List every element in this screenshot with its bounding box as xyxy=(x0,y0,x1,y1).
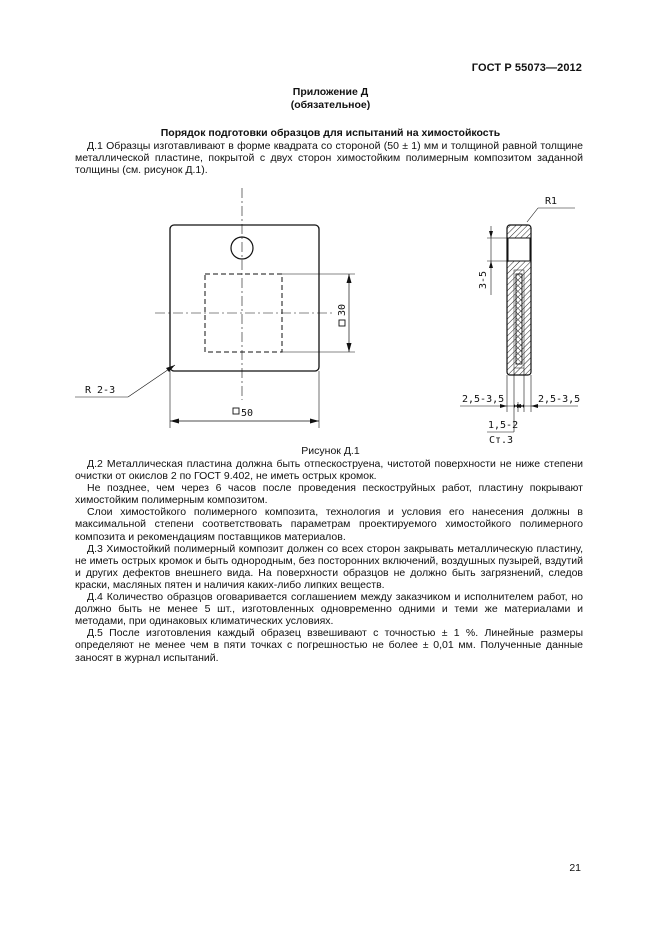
dim-label-50: 50 xyxy=(241,408,254,419)
coating-edge-label: 3-5 xyxy=(478,270,489,289)
figure-caption: Рисунок Д.1 xyxy=(301,445,360,457)
paragraph-d2: Д.2 Металлическая пластина должна быть отпескоструена, чистотой поверхности не ниже степени очистки от окислов 2 по ГОСТ 9.402, не иметь острых кромок. xyxy=(75,458,583,483)
corner-radius-label: R 2-3 xyxy=(85,385,116,396)
plate-thickness-label: 1,5-2 xyxy=(488,420,519,431)
outer-square xyxy=(170,225,319,371)
paragraph-d2-layers: Слои химостойкого полимерного композита, технология и условия его нанесения должны в максимальной степени соответствовать параметрам проектируемого химостойкого полимерного композита и рекомендациям поставщиков материалов. xyxy=(75,506,583,543)
standard-number: ГОСТ Р 55073—2012 xyxy=(471,62,582,74)
material-label: Ст.3 xyxy=(489,435,514,446)
paragraph-d3: Д.3 Химостойкий полимерный композит должен со всех сторон закрывать металлическую пластину, не иметь острых кромок и быть однородным, без посторонних включений, воздушных пузырей, вздутий и других дефектов внешнего вида. На поверхности образцов не должно быть загрязнений, следов краски, масляных пятен и наличия каких-либо липких веществ. xyxy=(75,542,583,591)
dim-label-30: 30 xyxy=(337,303,348,316)
paragraph-d1: Д.1 Образцы изготавливают в форме квадрата со стороной (50 ± 1) мм и толщиной равной толщине металлической пластине, покрытой с двух сторон химостойким полимерным композитом заданной толщины (см. рисунок Д.1). xyxy=(75,140,583,177)
page-number: 21 xyxy=(569,862,581,874)
paragraph-d4: Д.4 Количество образцов оговаривается соглашением между заказчиком и исполнителем работ, но должно быть не менее 5 шт., изготовленных одновременно одними и теми же материалами и методами, при одинаковых климатических условиях. xyxy=(75,591,583,628)
appendix-title: Приложение Д xyxy=(292,86,369,98)
section-title: Порядок подготовки образцов для испытаний на химостойкость xyxy=(160,127,501,139)
paragraph-d2-sandblast: Не позднее, чем через 6 часов после проведения пескоструйных работ, пластину покрывают химостойким полимерным композитом. xyxy=(75,482,583,507)
section-plate xyxy=(516,274,522,364)
appendix-subtitle: (обязательное) xyxy=(290,99,371,111)
paragraph-d5: Д.5 После изготовления каждый образец взвешивают с точностью ± 1 %. Линейные размеры определяют не менее чем в пяти точках с погрешностью не более ± 0,01 мм. Полученные данные заносят в журнал испытаний. xyxy=(75,627,583,664)
edge-radius-label: R1 xyxy=(545,196,558,207)
paragraph-block-2 xyxy=(75,458,583,664)
right-coating-label: 2,5-3,5 xyxy=(538,394,581,405)
left-coating-label: 2,5-3,5 xyxy=(462,394,505,405)
